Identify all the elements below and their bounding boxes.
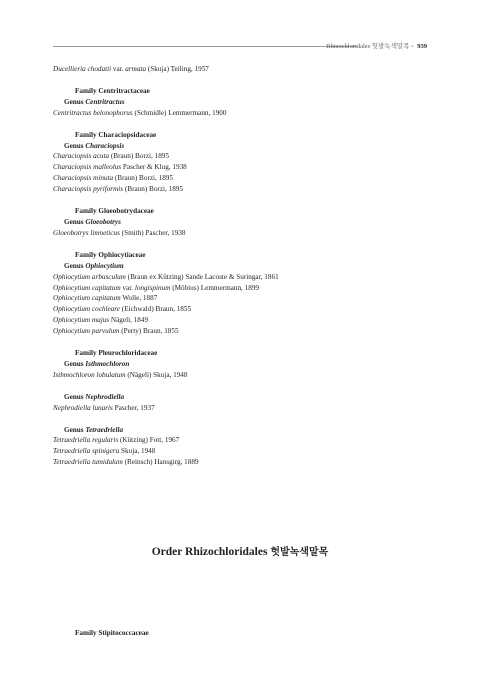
species-entry xyxy=(53,272,433,283)
species-author: Pascher, 1937 xyxy=(112,403,155,412)
species-entry xyxy=(53,403,433,414)
genus-name: Nephrodiella xyxy=(85,392,125,401)
header-rule xyxy=(53,46,357,47)
genus-heading xyxy=(53,425,433,436)
species-entry xyxy=(53,64,433,75)
taxon-list xyxy=(53,64,433,479)
genus-name: Characiopsis xyxy=(85,141,125,150)
species-name: Ophiocytium capitatum xyxy=(53,283,121,292)
variety-epithet: longispinum xyxy=(134,283,171,292)
species-name: Ophiocytium majus xyxy=(53,316,110,325)
species-entry xyxy=(53,173,433,184)
first-entry-block xyxy=(53,64,433,75)
species-entry xyxy=(53,228,433,239)
variety-marker: var. xyxy=(120,283,135,292)
species-name: Isthmochloron lobulatum xyxy=(53,370,126,379)
species-name: Ophiocytium capitatum xyxy=(53,294,121,303)
genus-heading xyxy=(53,261,433,272)
running-header xyxy=(53,41,427,53)
species-name: Tetraedriella regularis xyxy=(53,436,119,445)
species-entry xyxy=(53,108,433,119)
genus-name: Ophiocytium xyxy=(85,261,124,270)
genus-prefix: Genus xyxy=(64,425,86,434)
species-name: Characiopsis minuta xyxy=(53,174,114,183)
species-author: (Eichwald) Braun, 1855 xyxy=(120,305,192,314)
family-heading: Family Pleurochloridaceae xyxy=(75,349,158,358)
species-entry xyxy=(53,151,433,162)
genus-heading xyxy=(53,359,433,370)
species-name: Centritractus belonophorus xyxy=(53,108,133,117)
species-author: Nägeli, 1849 xyxy=(109,316,149,325)
order-title-latin: Order Rhizochloridales xyxy=(151,546,268,558)
family-heading: Family Centritractaceae xyxy=(75,86,150,95)
species-name: Ophiocytium cochleare xyxy=(53,305,120,314)
order-title-korean: 헛발녹색말목 xyxy=(270,547,329,558)
species-author: Skuja, 1948 xyxy=(119,447,156,456)
genus-heading xyxy=(53,217,433,228)
taxon-group xyxy=(53,206,433,239)
species-entry xyxy=(53,446,433,457)
header-separator: • xyxy=(411,45,414,50)
genus-prefix: Genus xyxy=(64,359,86,368)
species-name: Gloeobotrys limneticus xyxy=(53,228,120,237)
genus-prefix: Genus xyxy=(64,261,86,270)
species-name: Ophiocytium arbusculum xyxy=(53,272,126,281)
taxon-group xyxy=(53,392,433,414)
species-author: Wolle, 1887 xyxy=(120,294,158,303)
species-entry xyxy=(53,435,433,446)
variety-epithet: armata xyxy=(125,65,147,73)
taxon-group xyxy=(53,425,433,469)
species-author: (Nägeli) Skuja, 1948 xyxy=(125,370,188,379)
species-name: Ducellieria chodatii xyxy=(53,65,112,73)
taxon-group xyxy=(53,130,433,195)
variety-marker: var. xyxy=(111,65,126,73)
species-name: Nephrodiella lunaris xyxy=(53,403,113,412)
species-author: (Braun ex Kützing) Sande Lacoste & Suringar, 1861 xyxy=(125,272,279,281)
species-entry xyxy=(53,293,433,304)
genus-heading xyxy=(53,392,433,403)
species-entry xyxy=(53,304,433,315)
family-heading: Family Stipitococcaceae xyxy=(75,629,149,637)
species-name: Tetraedriella spinigera xyxy=(53,447,120,456)
genus-prefix: Genus xyxy=(64,392,86,401)
family-heading: Family Ophiocytiaceae xyxy=(75,250,146,259)
genus-name: Gloeobotrys xyxy=(85,217,121,226)
species-author: (Skuja) Teiling, 1957 xyxy=(146,65,209,73)
genus-name: Centritractus xyxy=(85,97,125,106)
header-text xyxy=(326,41,427,54)
genus-heading xyxy=(53,97,433,108)
species-name: Characiopsis pyriformis xyxy=(53,185,124,194)
genus-heading xyxy=(53,141,433,152)
species-author: (Braun) Borzi, 1895 xyxy=(123,185,183,194)
species-entry xyxy=(53,457,433,468)
species-name: Tetraedriella tumidulum xyxy=(53,458,123,467)
species-author: (Smith) Pascher, 1938 xyxy=(119,228,186,237)
species-author: (Perty) Braun, 1855 xyxy=(119,327,179,336)
genus-prefix: Genus xyxy=(64,217,86,226)
species-author: Pascher & Klug, 1938 xyxy=(121,163,187,172)
species-entry xyxy=(53,162,433,173)
species-name: Ophiocytium parvulum xyxy=(53,327,120,336)
family-heading: Family Gloeobotrydaceae xyxy=(75,207,154,216)
species-name: Characiopsis acuta xyxy=(53,152,110,161)
species-entry xyxy=(53,184,433,195)
taxon-group xyxy=(53,348,433,381)
page-number: 939 xyxy=(417,43,427,50)
species-author: (Braun) Borzi, 1895 xyxy=(113,174,173,183)
species-entry xyxy=(53,370,433,381)
genus-prefix: Genus xyxy=(64,141,86,150)
species-author: (Möbius) Lemmermann, 1899 xyxy=(170,283,260,292)
species-author: (Kützing) Fott, 1967 xyxy=(118,436,180,445)
species-entry xyxy=(53,283,433,294)
species-entry xyxy=(53,315,433,326)
taxon-group xyxy=(53,250,433,337)
order-title xyxy=(0,544,480,561)
species-author: (Schmidle) Lemmermann, 1900 xyxy=(132,108,227,117)
running-title: Rhizochloridales 헛발녹색말목 xyxy=(326,43,410,50)
genus-prefix: Genus xyxy=(64,97,86,106)
species-name: Characiopsis malleolus xyxy=(53,163,122,172)
taxon-group xyxy=(53,86,433,119)
genus-name: Isthmochloron xyxy=(85,359,130,368)
species-entry xyxy=(53,326,433,337)
species-author: (Reinsch) Hansgirg, 1889 xyxy=(122,458,199,467)
family-heading: Family Characiopsidaceae xyxy=(75,130,157,139)
species-author: (Braun) Borzi, 1895 xyxy=(109,152,169,161)
genus-name: Tetraedriella xyxy=(85,425,124,434)
